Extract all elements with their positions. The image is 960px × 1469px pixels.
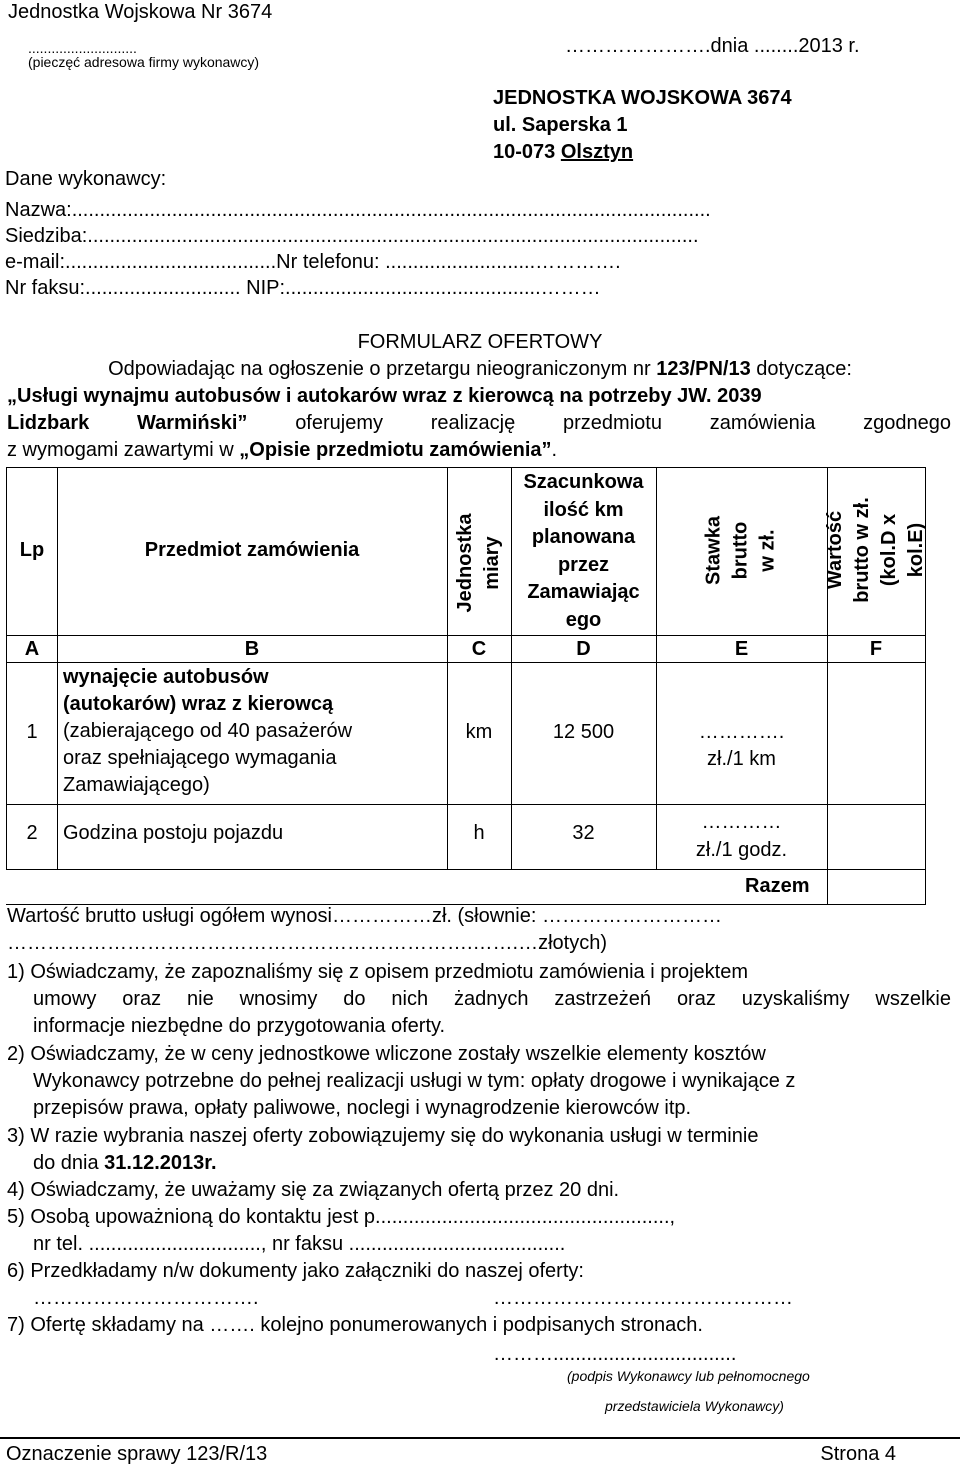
row1-unit: km <box>465 721 493 743</box>
summary-line-1: Wartość brutto usługi ogółem wynosi……………zł. (słownie: ……………………… <box>7 905 722 927</box>
col-letter-c: C <box>471 638 487 660</box>
statement-6-attachments-left: ……………………………. <box>33 1287 259 1309</box>
contractor-name-field: Nazwa:................................................................................................................... <box>5 199 711 221</box>
row2-subject: Godzina postoju pojazdu <box>63 822 284 844</box>
col-header-rate: Stawka brutto w zł. <box>702 516 779 585</box>
statement-4: 4) Oświadczamy, że uważamy się za związanych ofertą przez 20 dni. <box>7 1179 620 1201</box>
statement-5: 5) Osobą upoważnioną do kontaktu jest p....................................................., <box>7 1206 676 1228</box>
row1-qty: 12 500 <box>552 721 615 743</box>
statement-7: 7) Ofertę składamy na ……. kolejno ponumerowanych i podpisanych stronach. <box>7 1314 703 1336</box>
col-letter-b: B <box>244 638 260 660</box>
contractor-email-phone-field: e-mail:......................................Nr telefonu: ...........................…………. <box>5 251 621 273</box>
signature-label-2: przedstawiciela Wykonawcy) <box>605 1398 784 1414</box>
statement-5-contact: nr tel. ..............................., nr faksu ....................................... <box>33 1233 566 1255</box>
service-line: „Usługi wynajmu autobusów i autokarów wraz z kierowcą na potrzeby JW. 2039 <box>7 385 762 407</box>
stamp-label: (pieczęć adresowa firmy wykonawcy) <box>28 54 260 70</box>
contractor-fax-nip-field: Nr faksu:............................ NIP:..............................................……… <box>5 277 601 299</box>
statement-6-attachments-right: ……………………………………… <box>493 1287 793 1309</box>
statement-6: 6) Przedkładamy n/w dokumenty jako załączniki do naszej oferty: <box>7 1260 584 1282</box>
footer-page-number: Strona 4 <box>820 1443 896 1465</box>
addressee-line-1: JEDNOSTKA WOJSKOWA 3674 <box>493 87 792 109</box>
col-header-lp: Lp <box>19 539 45 561</box>
statement-1-line-1: 1) Oświadczamy, że zapoznaliśmy się z opisem przedmiotu zamówienia i projektem <box>7 961 749 983</box>
statement-3-line-2: do dnia 31.12.2013r. <box>33 1152 217 1174</box>
col-letter-d: D <box>576 638 591 660</box>
signature-dots: ………................................. <box>493 1343 737 1365</box>
row2-lp: 2 <box>26 822 38 844</box>
row1-subject: wynajęcie autobusów (autokarów) wraz z kierowcą (zabierającego od 40 pasażerów oraz spełniającego wymagania Zamawiającego) <box>63 666 353 796</box>
addressee-line-3: 10-073 Olsztyn <box>493 141 634 163</box>
statement-2-line-3: przepisów prawa, opłaty paliwowe, noclegi i wynagrodzenie kierowców itp. <box>33 1097 692 1119</box>
col-letter-a: A <box>24 638 40 660</box>
col-header-qty: Szacunkowa ilość km planowana przez Zamawiając ego <box>523 471 644 631</box>
contractor-heading: Dane wykonawcy: <box>5 168 167 190</box>
unit-title: Jednostka Wojskowa Nr 3674 <box>8 1 273 23</box>
row2-qty: 32 <box>572 822 595 844</box>
statement-1-line-3: informacje niezbędne do przygotowania oferty. <box>33 1015 446 1037</box>
intro-line: Odpowiadając na ogłoszenie o przetargu nieograniczonym nr 123/PN/13 dotyczące: <box>108 358 852 380</box>
statement-1-line-2: umowy oraz nie wnosimy do nich żadnych zastrzeżeń oraz uzyskaliśmy wszelkie <box>33 988 951 1010</box>
col-letter-f: F <box>869 638 883 660</box>
form-title: FORMULARZ OFERTOWY <box>357 331 603 353</box>
col-letter-e: E <box>734 638 749 660</box>
row2-rate: ………… zł./1 godz. <box>695 811 788 861</box>
summary-line-2: …………………………………………………………….…….…złotych) <box>7 932 608 954</box>
col-header-subject: Przedmiot zamówienia <box>144 539 360 561</box>
statement-2-line-1: 2) Oświadczamy, że w ceny jednostkowe wliczone zostały wszelkie elementy kosztów <box>7 1043 766 1065</box>
contractor-seat-field: Siedziba:.............................................................................................................. <box>5 225 699 247</box>
row1-rate: …………. zł./1 km <box>698 721 785 770</box>
stamp-dots: ............................ <box>28 40 137 56</box>
total-label: Razem <box>745 875 810 897</box>
addressee-line-2: ul. Saperska 1 <box>493 114 628 136</box>
statement-3-line-1: 3) W razie wybrania naszej oferty zobowiązujemy się do wykonania usługi w terminie <box>7 1125 759 1147</box>
date-line: ………………….dnia ........2013 r. <box>565 35 860 57</box>
intro-justified-line: Lidzbark Warmiński” oferujemy realizację przedmiotu zamówienia zgodnego <box>7 412 951 434</box>
intro-last-line: z wymogami zawartymi w „Opisie przedmiotu zamówienia”. <box>7 439 558 461</box>
statement-2-line-2: Wykonawcy potrzebne do pełnej realizacji usługi w tym: opłaty drogowe i wynikające z <box>33 1070 796 1092</box>
row1-lp: 1 <box>26 721 38 743</box>
col-header-value: Wartość brutto w zł. (kol.D x kol.E) <box>824 497 927 603</box>
row2-unit: h <box>473 822 485 844</box>
footer-case-ref: Oznaczenie sprawy 123/R/13 <box>6 1443 268 1465</box>
signature-label-1: (podpis Wykonawcy lub pełnomocnego <box>567 1368 810 1384</box>
col-header-unit: Jednostka miary <box>454 513 503 613</box>
footer-rule <box>0 1437 960 1439</box>
